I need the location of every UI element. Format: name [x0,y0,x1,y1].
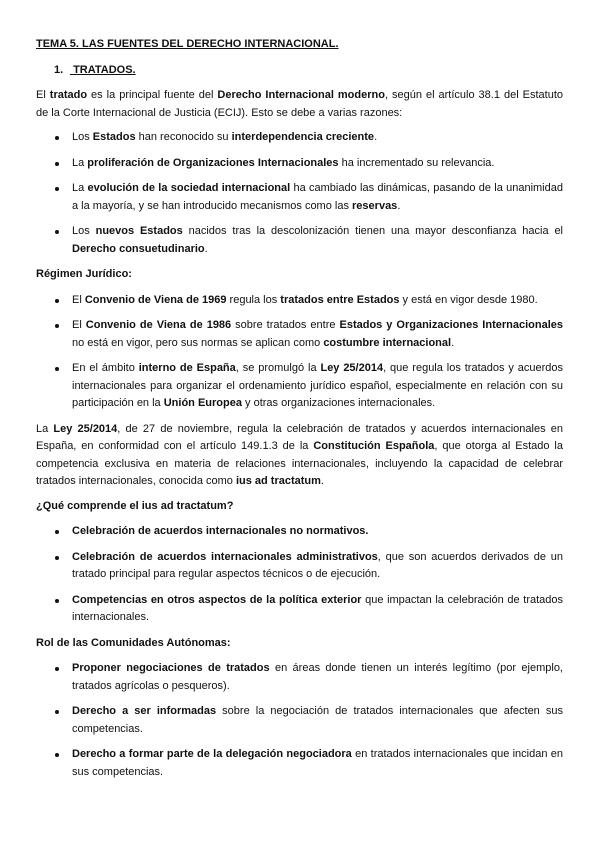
list-item: Proponer negociaciones de tratados en áreas donde tienen un interés legítimo (por ejemplo, tratados agrícolas o pesqueros). [72,660,563,695]
list-item: Los Estados han reconocido su interdependencia creciente. [72,129,563,147]
list-item: Celebración de acuerdos internacionales administrativos, que son acuerdos derivados de un tratado principal para regular aspectos técnicos o de ejecución. [72,549,563,584]
regimen-heading: Régimen Jurídico: [36,268,132,280]
list-item: El Convenio de Viena de 1986 sobre tratados entre Estados y Organizaciones Internacionales no está en vigor, pero sus normas se aplican como costumbre internacional. [72,317,563,352]
ley-paragraph: La Ley 25/2014, de 27 de noviembre, regula la celebración de tratados y acuerdos internacionales en España, en conformidad con el artículo 149.1.3 de la Constitución Española, que otorga al Estado la competencia exclusiva en materia de relaciones internacionales, incluyendo la capacidad de celebrar tratados internacionales, conocida como ius ad tractatum. [36,422,563,487]
list-item: Derecho a formar parte de la delegación negociadora en tratados internacionales que incidan en sus competencias. [72,746,563,781]
reasons-list [36,129,563,258]
ccaa-list [36,660,563,781]
ccaa-heading: Rol de las Comunidades Autónomas: [36,636,231,649]
list-item: Derecho a ser informadas sobre la negociación de tratados internacionales que afecten sus competencias. [72,703,563,738]
section-label: TRATADOS. [73,63,136,76]
section-number: 1. [54,63,64,76]
list-item: La evolución de la sociedad internacional ha cambiado las dinámicas, pasando de la unanimidad a la mayoría, y se han introducido mecanismos como las reservas. [72,180,563,215]
list-item: El Convenio de Viena de 1969 regula los tratados entre Estados y está en vigor desde 1980. [72,292,563,310]
list-item: Competencias en otros aspectos de la política exterior que impactan la celebración de tratados internacionales. [72,592,563,627]
list-item: La proliferación de Organizaciones Internacionales ha incrementado su relevancia. [72,155,563,173]
list-item: En el ámbito interno de España, se promulgó la Ley 25/2014, que regula los tratados y acuerdos internacionales para organizar el ordenamiento jurídico español, especialmente en relación con su participación en la Unión Europea y otras organizaciones internacionales. [72,360,563,413]
document-title: TEMA 5. LAS FUENTES DEL DERECHO INTERNACIONAL. [36,38,339,50]
list-item: Los nuevos Estados nacidos tras la descolonización tienen una mayor desconfianza hacia el Derecho consuetudinario. [72,223,563,258]
ius-heading: ¿Qué comprende el ius ad tractatum? [36,499,234,512]
regimen-list [36,292,563,413]
ius-list [36,523,563,627]
list-item: Celebración de acuerdos internacionales no normativos. [72,523,563,541]
intro-paragraph: El tratado es la principal fuente del Derecho Internacional moderno, según el artículo 38.1 del Estatuto de la Corte Internacional de Justicia (ECIJ). Esto se debe a varias razones: [36,89,563,119]
section-heading-tratados [54,62,563,80]
